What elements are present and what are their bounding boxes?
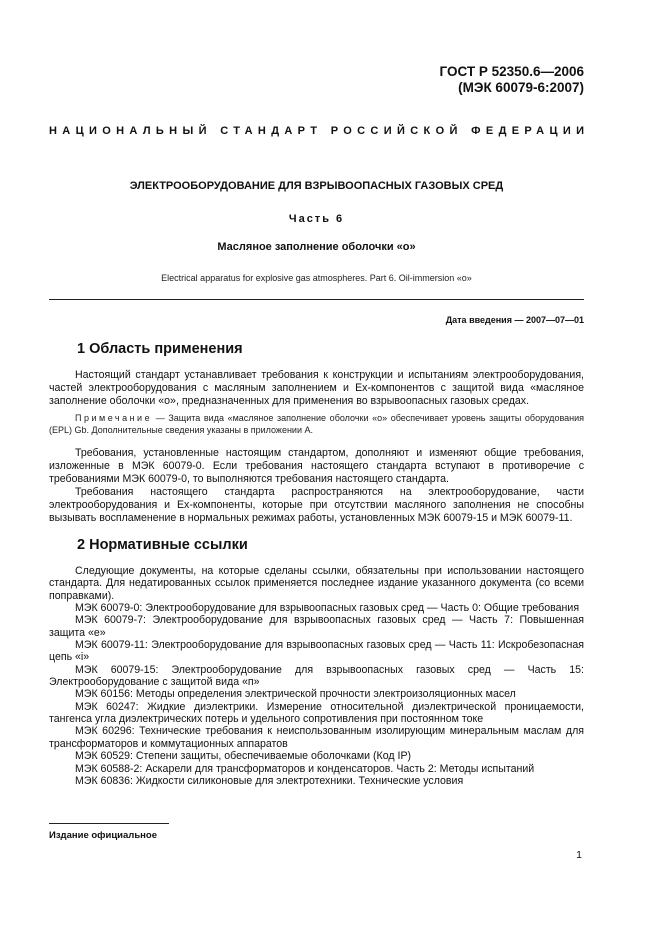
section-1-paragraph-1: Настоящий стандарт устанавливает требования к конструкции и испытаниям электрооборудования, частей электрооборудования с масляным заполнением и Ex-компонентов с защитой вида «масляное заполнение оболочки «о», предназначенных для применения во взрывоопасных газовых средах.	[49, 369, 584, 407]
standard-identifier	[440, 64, 584, 96]
note-label: Примечание	[75, 413, 153, 423]
part-label: Часть 6	[288, 213, 345, 225]
national-standard-label: НАЦИОНАЛЬНЫЙ СТАНДАРТ РОССИЙСКОЙ ФЕДЕРАЦИИ	[49, 125, 590, 137]
reference-item: МЭК 60588-2: Аскарели для трансформаторов и конденсаторов. Часть 2: Методы испытаний	[75, 762, 535, 775]
page-number: 1	[576, 849, 582, 861]
section-1-heading: 1 Область применения	[77, 341, 243, 357]
reference-item: МЭК 60529: Степени защиты, обеспечиваемые оболочками (Код IP)	[75, 750, 412, 763]
reference-item: МЭК 60247: Жидкие диэлектрики. Измерение относительной диэлектрической проницаемости, тангенса угла диэлектрических потерь и удельного сопротивления при постоянном токе	[49, 700, 584, 726]
section-1-paragraph-3: Требования настоящего стандарта распространяются на электрооборудование, части электрооборудования и Ex-компоненты, которые при отсутствии масляного заполнения не способны вызывать воспламенение в нормальных режимах работы, установленных МЭК 60079-15 и МЭК 60079-11.	[49, 486, 584, 524]
reference-item: МЭК 60079-11: Электрооборудование для взрывоопасных газовых сред — Часть 11: Искробезопасная цепь «i»	[49, 639, 584, 664]
document-title: ЭЛЕКТРООБОРУДОВАНИЕ ДЛЯ ВЗРЫВООПАСНЫХ ГАЗОВЫХ СРЕД	[129, 180, 504, 192]
section-1-note	[49, 412, 584, 436]
normative-references	[49, 565, 584, 787]
document-subtitle: Масляное заполнение оболочки «о»	[217, 241, 416, 253]
section-2-heading: 2 Нормативные ссылки	[77, 537, 248, 553]
standard-code: ГОСТ Р 52350.6—2006	[439, 64, 584, 79]
iec-code: (МЭК 60079-6:2007)	[458, 80, 584, 95]
reference-item: МЭК 60156: Методы определения электрической прочности электроизоляционных масел	[75, 688, 516, 701]
national-standard-banner	[49, 125, 590, 137]
footer-divider	[49, 823, 169, 824]
reference-item: МЭК 60836: Жидкости силиконовые для электротехники. Технические условия	[75, 774, 464, 787]
reference-item: МЭК 60079-15: Электрооборудование для взрывоопасных газовых сред — Часть 15: Электрооборудование с защитой вида «п»	[49, 663, 584, 689]
english-title: Electrical apparatus for explosive gas atmospheres. Part 6. Oil-immersion «o»	[161, 273, 472, 283]
title-divider	[49, 299, 584, 300]
reference-item: МЭК 60296: Технические требования к неиспользованным изолирующим минеральным маслам для трансформаторов и коммутационных аппаратов	[49, 725, 584, 750]
reference-item: МЭК 60079-0: Электрооборудование для взрывоопасных газовых сред — Часть 0: Общие требования	[75, 602, 580, 615]
edition-label: Издание официальное	[49, 830, 157, 841]
reference-item: МЭК 60079-7: Электрооборудование для взрывоопасных газовых сред — Часть 7: Повышенная защита «е»	[49, 614, 584, 639]
references-intro: Следующие документы, на которые сделаны ссылки, обязательны при использовании настоящего стандарта. Для недатированных ссылок применяется последнее издание указанного документа (со всеми поправками).	[49, 565, 584, 602]
section-1-paragraph-2: Требования, установленные настоящим стандартом, дополняют и изменяют общие требования, изложенные в МЭК 60079-0. Если требования настоящего стандарта вступают в противоречие с требованиями МЭК 60079-0, то выполняются требования настоящего стандарта.	[49, 447, 584, 485]
introduction-date: Дата введения — 2007—07—01	[445, 315, 584, 325]
note-text: — Защита вида «масляное заполнение оболочки «о» обеспечивает уровень защиты оборудования (EPL) Gb. Дополнительные сведения указаны в приложении А.	[49, 413, 584, 435]
